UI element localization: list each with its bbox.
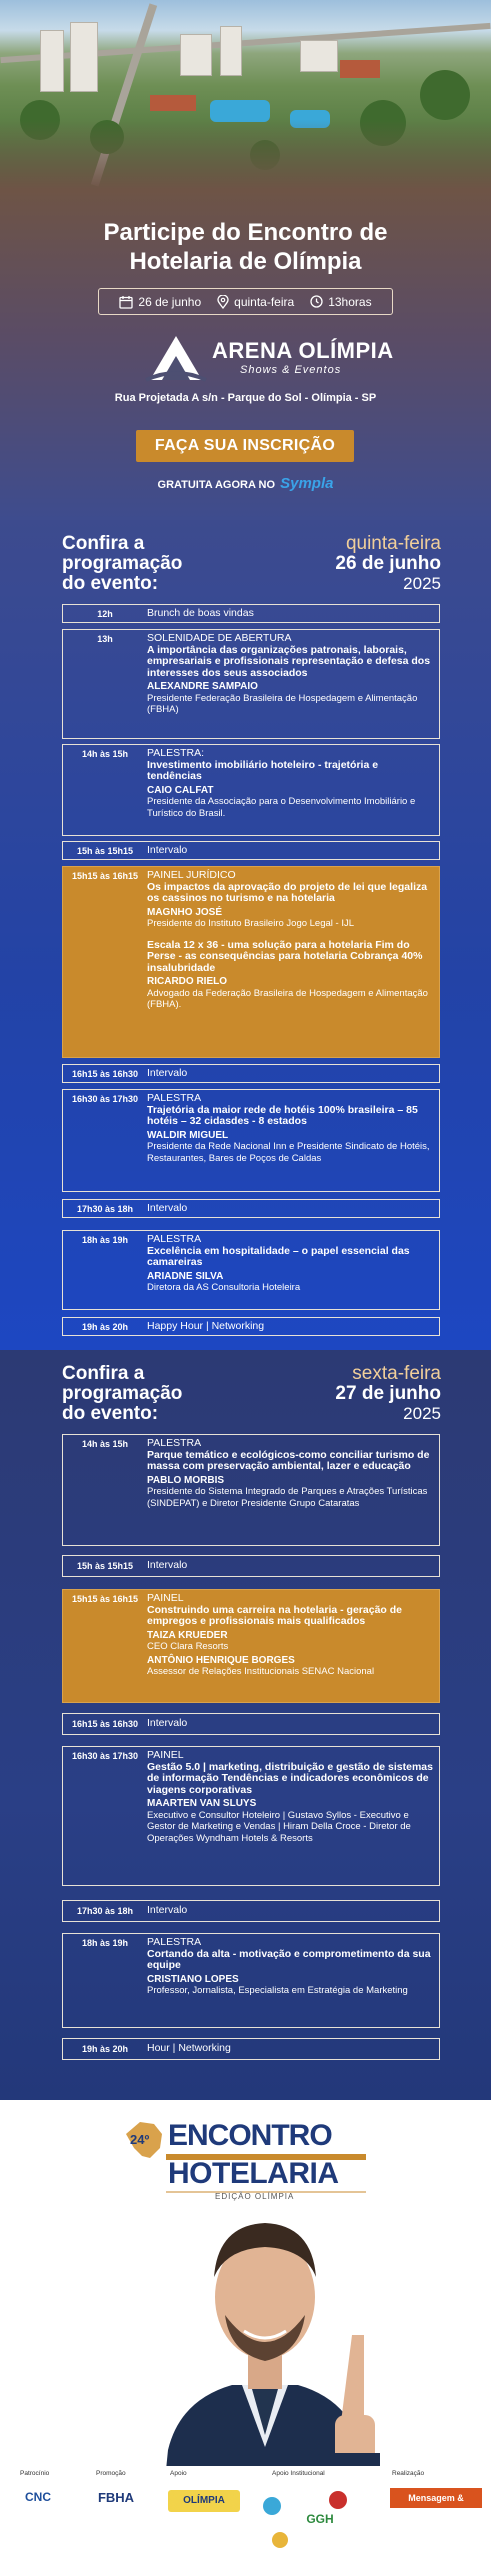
clock-icon — [310, 295, 323, 308]
row-title: Construindo uma carreira na hotelaria - geração de empregos e profissionais mais qualificados — [147, 1603, 402, 1627]
row-title: Investimento imobiliário hoteleiro - trajetória e tendências — [147, 758, 379, 782]
schedule-row — [62, 2038, 440, 2060]
row-label: Intervalo — [147, 1717, 188, 1730]
row-title: Excelência em hospitalidade – o papel essencial das camareiras — [147, 1244, 410, 1268]
row-time: 12h — [97, 608, 113, 619]
day1-schedule — [0, 520, 491, 1350]
row-body — [147, 1590, 439, 1702]
schedule-row-highlight — [62, 866, 440, 1058]
day1-year: 2025 — [403, 574, 441, 593]
row-title: Trajetória da maior rede de hotéis 100% brasileira – 85 hotéis – 32 cidasdes - 8 estados — [147, 1103, 418, 1127]
day1-weekday: quinta-feira — [345, 533, 441, 554]
row-title: A importância das organizações patronais, laborais, empresariais e profissionais representação e defesa dos interesses dos seus associados — [147, 643, 431, 679]
speaker-name: ARIADNE SILVA — [147, 1270, 224, 1282]
register-button[interactable]: FAÇA SUA INSCRIÇÃO — [136, 430, 354, 462]
logo-line-2: HOTELARIA — [168, 2157, 339, 2190]
confira-line: Confira a — [62, 533, 145, 554]
schedule-row — [62, 744, 440, 836]
row-label: Brunch de boas vindas — [147, 606, 254, 619]
row-time: 16h15 às 16h30 — [71, 1719, 139, 1729]
row-body — [147, 1090, 439, 1191]
row-body — [147, 630, 439, 738]
cnc-logo: CNC — [25, 2490, 51, 2504]
row-title: Os impactos da aprovação do projeto de lei que legaliza os cassinos no turismo e na hotelaria — [147, 880, 428, 904]
schedule-row — [62, 1230, 440, 1310]
title-line-1: Participe do Encontro de — [103, 219, 388, 246]
schedule-row-highlight — [62, 1589, 440, 1703]
edition-number: 24º — [130, 2132, 150, 2147]
speaker-role: Presidente da Rede Nacional Inn e Presidente Sindicato de Hotéis, Restaurantes, Bares de Poços de Caldas — [147, 1141, 430, 1164]
fbha-logo: FBHA — [97, 2490, 135, 2505]
speaker-role: Presidente do Instituto Brasileiro Jogo Legal - IJL — [147, 918, 355, 929]
row-label: Intervalo — [147, 843, 188, 856]
mensagem-imagem-logo: Mensagem & Imagem — [390, 2488, 482, 2508]
speaker-name: TAIZA KRUEDER — [147, 1629, 228, 1641]
row-time: 17h30 às 18h — [76, 1906, 134, 1916]
row-label: PAINEL JURÍDICO — [147, 869, 236, 881]
row-time: 17h30 às 18h — [76, 1203, 134, 1214]
row-body — [147, 1747, 439, 1885]
location-pin-icon — [217, 295, 229, 309]
event-info-box — [98, 288, 393, 315]
speaker-role: Presidente do Sistema Integrado de Parques e Atrações Turísticas (SINDEPAT) e Diretor Presidente Grupo Cataratas — [147, 1486, 428, 1509]
ggh-logo: GGH — [306, 2512, 334, 2526]
row-time: 15h às 15h15 — [76, 1561, 134, 1571]
row-body — [147, 1435, 439, 1545]
schedule-row — [62, 1199, 440, 1218]
day2-date: 27 de junho — [335, 1383, 441, 1404]
schedule-row — [62, 1555, 440, 1577]
title-line-2: Hotelaria de Olímpia — [129, 248, 362, 275]
row-label: PALESTRA — [147, 1092, 202, 1104]
confira-line: programação — [62, 1383, 183, 1404]
speaker-name: PABLO MORBIS — [147, 1474, 225, 1486]
speaker-role: Presidente Federação Brasileira de Hospedagem e Alimentação (FBHA) — [147, 692, 418, 715]
sponsor-label: Apoio — [170, 2470, 187, 2477]
schedule-row — [62, 604, 440, 623]
schedule-row — [62, 841, 440, 860]
olimpia-logo: OLÍMPIA — [168, 2490, 240, 2512]
speaker-name: CAIO CALFAT — [147, 784, 214, 796]
row-time: 18h às 19h — [81, 1938, 129, 1948]
weekday-info — [217, 295, 294, 309]
row-title: Parque temático e ecológicos-como conciliar turismo de massa com preservação ambiental, lazer e educação — [147, 1448, 430, 1472]
speaker-name: RICARDO RIELO — [147, 976, 227, 987]
row-time: 18h às 19h — [81, 1235, 129, 1245]
row-time: 13h — [97, 634, 113, 644]
time-text: 13horas — [328, 294, 372, 309]
row-label: PAINEL — [147, 1749, 184, 1761]
arena-icon — [146, 336, 206, 380]
day1-date: 26 de junho — [335, 553, 441, 574]
date-info — [119, 295, 201, 309]
row-time: 16h30 às 17h30 — [71, 1751, 139, 1761]
row-body — [147, 745, 439, 835]
row-label: Hour | Networking — [147, 2042, 231, 2055]
speaker-name: WALDIR MIGUEL — [147, 1129, 229, 1141]
row-label: SOLENIDADE DE ABERTURA — [147, 632, 292, 644]
schedule-row — [62, 1317, 440, 1336]
schedule-row — [62, 629, 440, 739]
speaker-name: ALEXANDRE SAMPAIO — [147, 681, 258, 692]
speaker-role: Diretora da AS Consultoria Hoteleira — [147, 1282, 301, 1293]
free-registration-note — [0, 475, 491, 492]
logo-edition: EDIÇÃO OLÍMPIA — [215, 2192, 295, 2201]
speaker-role: CEO Clara Resorts — [147, 1641, 229, 1652]
sponsor-label: Patrocínio — [20, 2470, 50, 2477]
row-label: PALESTRA — [147, 1936, 202, 1948]
row-time: 15h15 às 16h15 — [71, 871, 139, 881]
sponsor-label: Promoção — [96, 2470, 126, 2477]
row-label: Intervalo — [147, 1201, 188, 1214]
confira-line: programação — [62, 553, 183, 574]
row-time: 16h15 às 16h30 — [71, 1068, 139, 1079]
sponsor-label: Apoio Institucional — [272, 2470, 325, 2477]
schedule-row — [62, 1064, 440, 1083]
day2-year: 2025 — [403, 1404, 441, 1423]
speaker-name: ANTÔNIO HENRIQUE BORGES — [147, 1654, 295, 1666]
schedule-row — [62, 1089, 440, 1192]
venue-logo — [0, 330, 491, 386]
venue-name: ARENA OLÍMPIA — [212, 338, 394, 363]
row-body — [147, 1934, 439, 2027]
speaker-role: Assessor de Relações Institucionais SENAC Nacional — [147, 1666, 375, 1677]
speaker-role: Executivo e Consultor Hoteleiro | Gustavo Syllos - Executivo e Gestor de Marketing e Vendas | Hiram Della Croce - Diretor de Operações Wyndham Hotels & Resorts — [147, 1809, 411, 1844]
row-label: PALESTRA: — [147, 747, 204, 759]
schedule-row — [62, 1900, 440, 1922]
confira-line: do evento: — [62, 573, 159, 594]
row-time: 19h às 20h — [81, 2044, 129, 2054]
speaker-role: Professor, Jornalista, Especialista em Estratégia de Marketing — [147, 1985, 408, 1996]
row-time: 14h às 15h — [81, 1439, 129, 1449]
venue-tagline: Shows & Eventos — [240, 364, 342, 376]
schedule-row — [62, 1933, 440, 2028]
calendar-icon — [119, 295, 133, 309]
row-time: 15h15 às 16h15 — [71, 1594, 139, 1604]
row-label: Happy Hour | Networking — [147, 1319, 265, 1332]
time-info — [310, 295, 371, 309]
sponsor-label: Realização — [392, 2470, 425, 2477]
sympla-logo[interactable]: Sympla — [280, 475, 334, 492]
speaker-role: Advogado da Federação Brasileira de Hospedagem e Alimentação (FBHA). — [147, 987, 428, 1010]
row-title: Gestão 5.0 | marketing, distribuição e gestão de sistemas de informação Tendências e indicadores econômicos de viagens corporativas — [147, 1760, 433, 1796]
schedule-row — [62, 1434, 440, 1546]
row-title: Escala 12 x 36 - uma solução para a hotelaria Fim do Perse - as consequências para hotelaria Cobrança 40% insalubridade — [147, 938, 423, 974]
row-label: Intervalo — [147, 1904, 188, 1917]
header-band — [0, 190, 491, 520]
day2-weekday: sexta-feira — [352, 1363, 441, 1384]
row-body — [147, 1231, 439, 1309]
schedule-row — [62, 1746, 440, 1886]
date-text: 26 de junho — [138, 294, 202, 309]
logo-line-1: ENCONTRO — [168, 2119, 332, 2152]
schedule-row — [62, 1713, 440, 1735]
row-label: PALESTRA — [147, 1233, 202, 1245]
confira-line: do evento: — [62, 1403, 159, 1424]
row-label: PAINEL — [147, 1592, 184, 1604]
weekday-text: quinta-feira — [234, 294, 295, 309]
speaker-name: MAGNHO JOSÉ — [147, 906, 223, 918]
venue-address: Rua Projetada A s/n - Parque do Sol - Olímpia - SP — [114, 392, 377, 404]
row-body — [147, 867, 439, 1057]
speaker-role: Presidente da Associação para o Desenvolvimento Imobiliário e Turístico do Brasil. — [147, 796, 416, 819]
confira-line: Confira a — [62, 1363, 145, 1384]
row-label: PALESTRA — [147, 1437, 202, 1449]
sponsor-strip — [0, 2466, 491, 2560]
day1-header — [0, 520, 491, 600]
row-title: Cortando da alta - motivação e comprometimento da sua equipe — [147, 1947, 431, 1971]
speaker-name: CRISTIANO LOPES — [147, 1973, 239, 1985]
free-text: GRATUITA AGORA NO — [157, 479, 276, 491]
day2-confira — [62, 1364, 182, 1424]
row-time: 15h às 15h15 — [76, 845, 134, 856]
row-time: 16h30 às 17h30 — [71, 1094, 139, 1104]
day1-confira — [62, 534, 182, 594]
row-label: Intervalo — [147, 1559, 188, 1572]
row-label: Intervalo — [147, 1066, 188, 1079]
speaker-name: MAARTEN VAN SLUYS — [147, 1798, 257, 1809]
page-title — [0, 218, 491, 276]
row-time: 14h às 15h — [81, 749, 129, 759]
aerial-city-photo — [0, 0, 491, 190]
day2-schedule — [0, 1350, 491, 2100]
day2-header — [0, 1350, 491, 1430]
row-time: 19h às 20h — [81, 1321, 129, 1332]
